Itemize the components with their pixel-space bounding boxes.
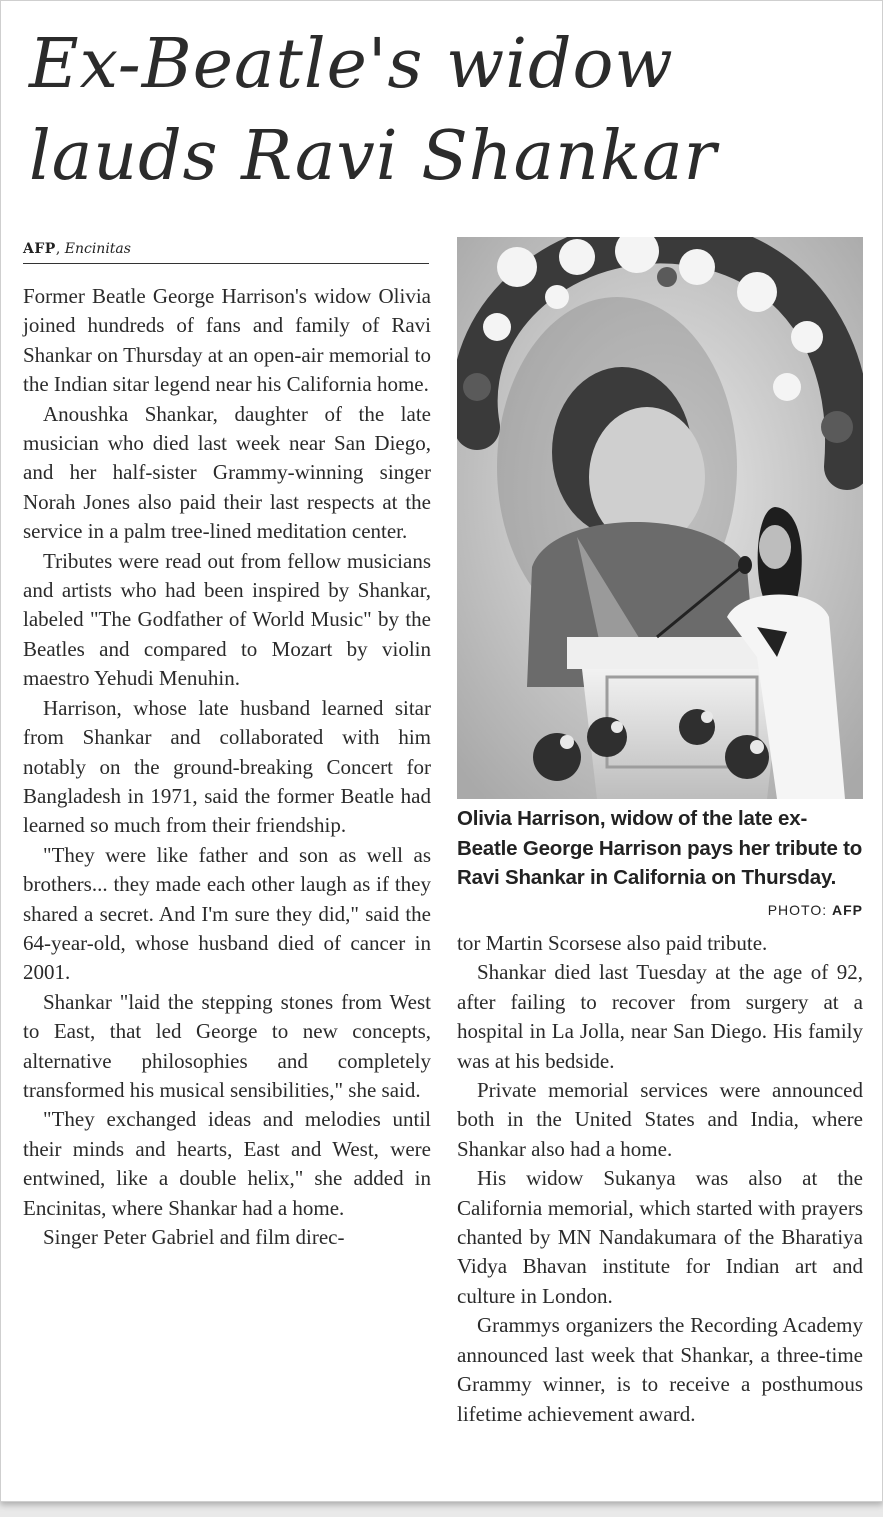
paragraph: His widow Sukanya was also at the California memorial, which started with prayers chanted by MN Nandakumara of the Bharatiya Vidya Bhavan institute for Indian art and culture in London.: [457, 1166, 863, 1308]
paragraph: tor Martin Scorsese also paid tribute.: [457, 931, 768, 955]
paragraph: Shankar "laid the stepping stones from West to East, that led George to new concepts, alternative philosophies and completely transformed his musical sensibilities," she said.: [23, 989, 431, 1102]
headline: Ex-Beatle's widow lauds Ravi Shankar: [29, 25, 718, 196]
credit-source: AFP: [832, 901, 863, 918]
dateline-source: AFP: [23, 241, 56, 257]
paragraph: Private memorial services were announced both in the United States and India, where Shankar also had a home.: [457, 1078, 863, 1161]
photo-caption: [457, 804, 863, 925]
paragraph: Former Beatle George Harrison's widow Olivia joined hundreds of fans and family of Ravi Shankar on Thursday at an open-air memorial to the Indian sitar legend near his California home.: [23, 284, 431, 397]
paragraph: Singer Peter Gabriel and film direc-: [43, 1225, 345, 1249]
paragraph: Anoushka Shankar, daughter of the late musician who died last week near San Diego, and her half-sister Grammy-winning singer Norah Jones also paid their last respects at the service in a palm tree-lined meditation center.: [23, 401, 431, 544]
paragraph: Grammys organizers the Recording Academy announced last week that Shankar, a three-time Grammy winner, is to receive a posthumous lifetime achievement award.: [457, 1313, 863, 1426]
paragraph: "They were like father and son as well as brothers... they made each other laugh as if they shared a secret. And I'm sure they did," said the 64-year-old, whose husband died of cancer in 2001.: [23, 842, 431, 985]
dateline: AFP, Encinitas: [23, 241, 429, 264]
article-column-2: [457, 929, 863, 1429]
news-photo: [457, 237, 863, 799]
credit-label: PHOTO:: [767, 901, 828, 918]
article-column-1: [23, 282, 431, 1252]
paragraph: Tributes were read out from fellow musicians and artists who had been inspired by Shankar, labeled "The Godfather of World Music" by the Beatles and compared to Mozart by violin maestro Yehudi Menuhin.: [23, 548, 431, 691]
dateline-location: Encinitas: [64, 241, 131, 257]
paragraph: "They exchanged ideas and melodies until their minds and hearts, East and West, were entwined, like a double helix," she added in Encinitas, where Shankar had a home.: [23, 1107, 431, 1220]
caption-text: Olivia Harrison, widow of the late ex-Beatle George Harrison pays her tribute to Ravi Shankar in California on Thursday.: [457, 807, 863, 889]
photo-credit: [768, 896, 863, 926]
paragraph: Harrison, whose late husband learned sitar from Shankar and collaborated with him notably on the ground-breaking Concert for Bangladesh in 1971, said the former Beatle had learned so much from their friendship.: [23, 695, 431, 838]
paragraph: Shankar died last Tuesday at the age of 92, after failing to recover from surgery at a hospital in La Jolla, near San Diego. His family was at his bedside.: [457, 960, 863, 1073]
